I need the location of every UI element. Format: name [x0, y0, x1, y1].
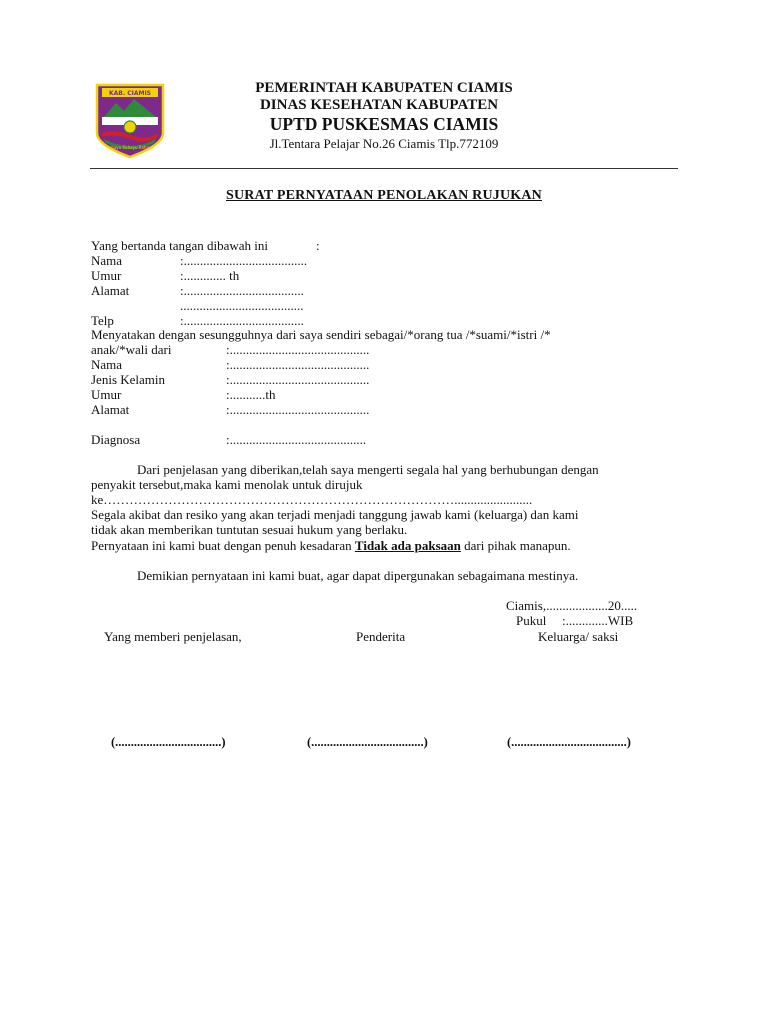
logo-top-text: KAB. CIAMIS [108, 90, 152, 97]
signer-phone-label: Telp [91, 313, 114, 328]
closing-statement: Demikian pernyataan ini kami buat, agar dapat dipergunakan sebagaimana mestinya. [137, 568, 579, 583]
paragraph3-before: Pernyataan ini kami buat dengan penuh kesadaran [91, 538, 352, 553]
signer-address-value: :..................................... [180, 283, 304, 298]
paragraph3 [91, 538, 571, 553]
signer-intro-colon: : [316, 238, 320, 253]
signature-blank-family: (.....................................) [507, 735, 631, 749]
signer-phone-value: :..................................... [180, 313, 304, 328]
logo-bottom-text: Rahayu Rahayu Rahayu [106, 145, 154, 150]
header-address: Jl.Tentara Pelajar No.26 Ciamis Tlp.772109 [269, 136, 499, 151]
signature-label-explainer: Yang memberi penjelasan, [104, 629, 242, 644]
patient-name-value: :........................................... [226, 357, 370, 372]
document-title: SURAT PERNYATAAN PENOLAKAN RUJUKAN [226, 188, 542, 203]
signer-age-value: :............. th [180, 268, 240, 283]
diagnosis-value: :.......................................... [226, 432, 367, 447]
statement-guardian-value: :........................................... [226, 342, 370, 357]
time-label: Pukul [516, 613, 547, 628]
signer-age-label: Umur [91, 268, 122, 283]
paragraph1-line2: penyakit tersebut,maka kami menolak untuk dirujuk [91, 477, 363, 492]
header-divider [90, 168, 678, 169]
signer-address-label: Alamat [91, 283, 130, 298]
logo-sun-emblem [124, 121, 136, 133]
paragraph1-line1: Dari penjelasan yang diberikan,telah saya mengerti segala hal yang berhubungan dengan [137, 462, 599, 477]
header-puskesmas-name: UPTD PUSKESMAS CIAMIS [269, 114, 499, 134]
patient-age-label: Umur [91, 387, 122, 402]
patient-address-value: :........................................... [226, 402, 370, 417]
signer-name-label: Nama [91, 253, 123, 268]
signer-intro: Yang bertanda tangan dibawah ini [91, 238, 269, 253]
signature-blank-patient: (....................................) [307, 735, 428, 749]
place-date: Ciamis,...................20..... [506, 598, 638, 613]
time-value: :.............WIB [562, 613, 634, 628]
patient-gender-value: :........................................... [226, 372, 370, 387]
statement-line2: anak/*wali dari [91, 342, 172, 357]
signer-address-value-line2: ...................................... [180, 298, 304, 313]
paragraph1-line3: ke………………………………………………………………………........................ [91, 492, 533, 507]
signature-label-family: Keluarga/ saksi [538, 629, 619, 644]
signer-name-value: :...................................... [180, 253, 308, 268]
patient-age-value: :...........th [226, 387, 276, 402]
paragraph3-emphasis: Tidak ada paksaan [354, 538, 461, 553]
header-government-name: PEMERINTAH KABUPATEN CIAMIS [255, 80, 513, 96]
paragraph3-after: dari pihak manapun. [464, 538, 571, 553]
signature-blank-explainer: (..................................) [111, 735, 226, 749]
patient-address-label: Alamat [91, 402, 130, 417]
signature-label-patient: Penderita [356, 629, 406, 644]
patient-name-label: Nama [91, 357, 123, 372]
paragraph2-line2: tidak akan memberikan tuntutan sesuai hukum yang berlaku. [91, 522, 408, 537]
diagnosis-label: Diagnosa [91, 432, 141, 447]
kabupaten-ciamis-logo [94, 83, 166, 159]
header-department-name: DINAS KESEHATAN KABUPATEN [259, 97, 499, 113]
patient-gender-label: Jenis Kelamin [91, 372, 166, 387]
statement-line1: Menyatakan dengan sesungguhnya dari saya sendiri sebagai/*orang tua /*suami/*istri /* [91, 327, 551, 342]
paragraph2-line1: Segala akibat dan resiko yang akan terjadi menjadi tanggung jawab kami (keluarga) dan kami [91, 507, 579, 522]
